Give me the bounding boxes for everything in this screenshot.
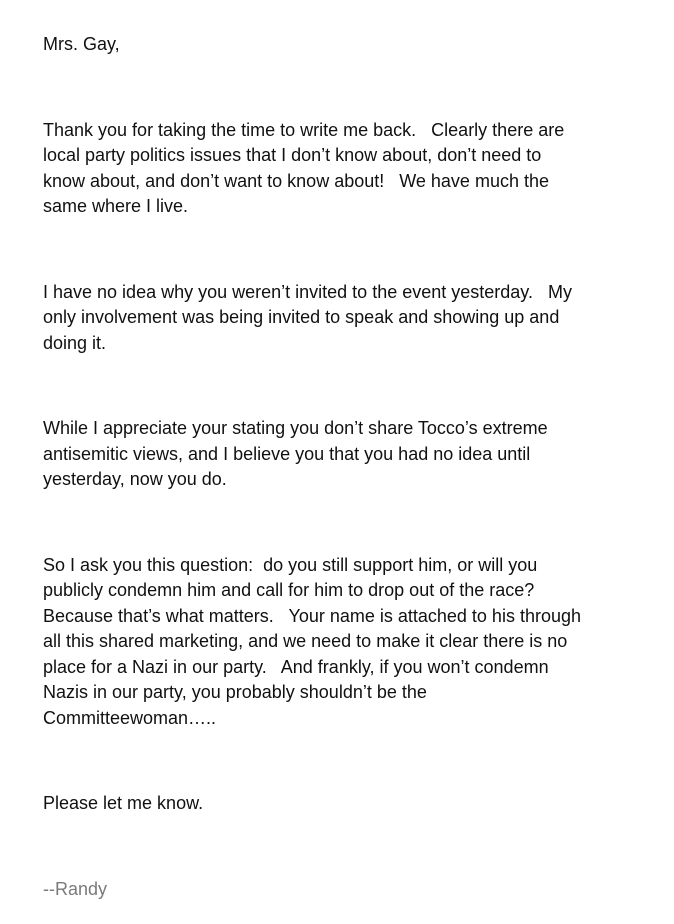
paragraph-line: local party politics issues that I don’t know about, don’t need to xyxy=(43,145,542,165)
paragraph-1 xyxy=(43,118,663,220)
paragraph-line: all this shared marketing, and we need to make it clear there is no xyxy=(43,631,568,651)
paragraph-4 xyxy=(43,553,663,732)
paragraph-line: same where I live. xyxy=(43,196,189,216)
paragraph-line: Because that’s what matters. Your name is attached to his through xyxy=(43,605,581,626)
paragraph-line: yesterday, now you do. xyxy=(43,469,227,489)
paragraph-line: Thank you for taking the time to write me back. Clearly there are xyxy=(43,119,565,140)
paragraph-line: Committeewoman….. xyxy=(43,707,217,728)
paragraph-line: antisemitic views, and I believe you that you had no idea until xyxy=(43,443,531,464)
paragraph-line: While I appreciate your stating you don’t share Tocco’s extreme xyxy=(43,418,548,438)
paragraph-line: Nazis in our party, you probably shouldn’t be the xyxy=(43,682,427,702)
salutation: Mrs. Gay, xyxy=(43,34,120,54)
paragraph-line: place for a Nazi in our party. And frankly, if you won’t condemn xyxy=(43,656,549,677)
paragraph-2 xyxy=(43,280,663,357)
paragraph-3 xyxy=(43,416,663,493)
paragraph-line: So I ask you this question: do you still support him, or will you xyxy=(43,554,538,575)
paragraph-line: doing it. xyxy=(43,332,107,353)
letter-body xyxy=(43,32,663,902)
paragraph-5 xyxy=(43,791,663,817)
paragraph-line: I have no idea why you weren’t invited to the event yesterday. My xyxy=(43,281,572,302)
paragraph-line: only involvement was being invited to speak and showing up and xyxy=(43,307,560,327)
signature: --Randy xyxy=(43,878,108,899)
paragraph-line: know about, and don’t want to know about! We have much the xyxy=(43,170,549,191)
paragraph-line: Please let me know. xyxy=(43,793,204,813)
paragraph-line: publicly condemn him and call for him to drop out of the race? xyxy=(43,580,535,600)
